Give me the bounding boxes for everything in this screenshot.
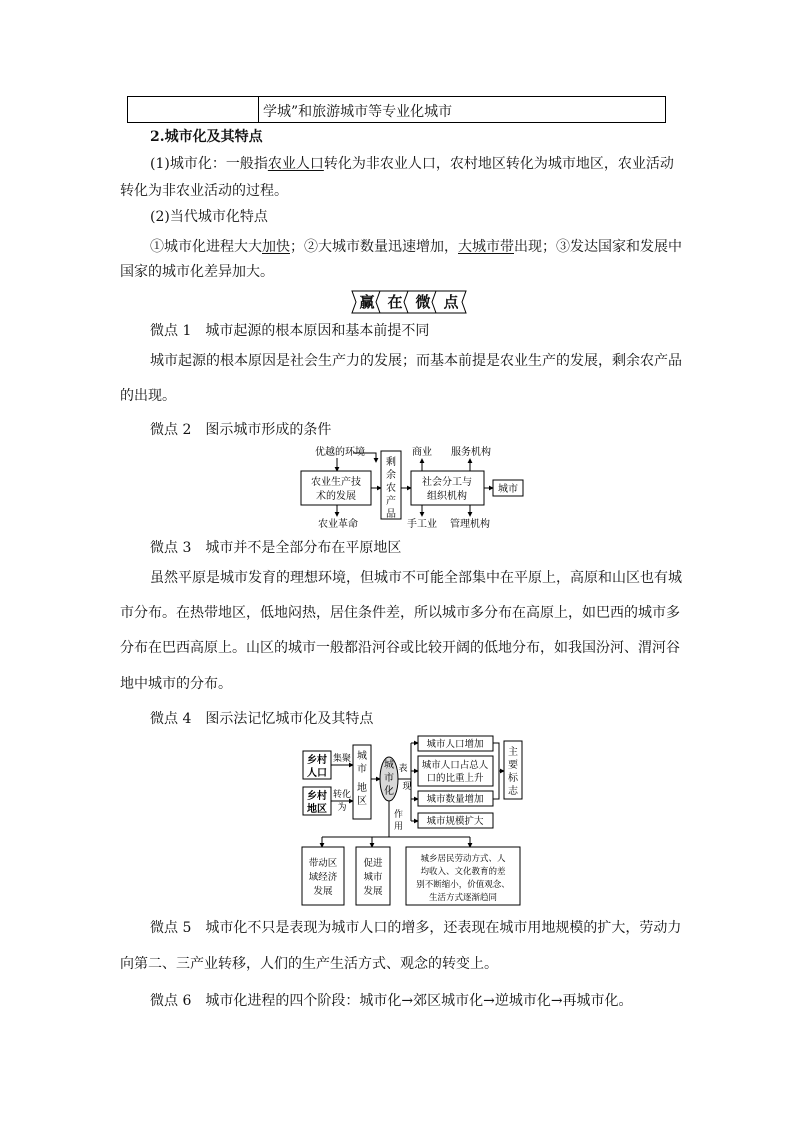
svg-text:表: 表 xyxy=(398,764,408,774)
paragraph-line: 转化为非农业活动的过程。 xyxy=(120,183,288,199)
svg-text:品: 品 xyxy=(386,509,396,520)
section-banner xyxy=(350,290,470,314)
paragraph-urbanization-def: (1)城市化：一般指农业人口转化为非农业人口，农村地区转化为城市地区，农业活动 xyxy=(150,156,674,172)
svg-text:城市人口增加: 城市人口增加 xyxy=(426,739,484,750)
label-commerce: 商业 xyxy=(412,447,432,458)
svg-text:城: 城 xyxy=(384,760,394,771)
weidian-6-text: 微点 6 城市化进程的四个阶段：城市化→郊区城市化→逆城市化→再城市化。 xyxy=(150,993,633,1009)
weidian-3-text: 虽然平原是城市发育的理想环境，但城市不可能全部集中在平原上，高原和山区也有城 xyxy=(150,570,682,586)
svg-text:城市数量增加: 城市数量增加 xyxy=(426,794,484,805)
banner-char: 赢 xyxy=(359,293,375,311)
svg-text:要: 要 xyxy=(508,760,518,771)
svg-text:标: 标 xyxy=(508,773,518,784)
svg-text:集聚: 集聚 xyxy=(332,754,352,764)
weidian-3-text: 分布在巴西高原上。山区的城市一般都沿河谷或比较开阔的低地分布，如我国汾河、渭河谷 xyxy=(120,640,680,656)
svg-text:余: 余 xyxy=(386,470,396,481)
svg-text:生活方式逐渐趋同: 生活方式逐渐趋同 xyxy=(428,893,498,903)
weidian-1-title: 微点 1 城市起源的根本原因和基本前提不同 xyxy=(150,323,430,339)
svg-text:农业生产技: 农业生产技 xyxy=(311,477,361,488)
paragraph-line: (2)当代城市化特点 xyxy=(150,209,268,225)
paragraph-features: ①城市化进程大大加快；②大城市数量迅速增加，大城市带出现；③发达国家和发展中 xyxy=(150,239,682,255)
svg-text:作: 作 xyxy=(394,810,404,820)
svg-text:城乡居民劳动方式、人: 城乡居民劳动方式、人 xyxy=(420,854,506,864)
svg-text:转化: 转化 xyxy=(332,790,352,800)
banner-char: 点 xyxy=(443,293,459,311)
svg-text:人口: 人口 xyxy=(307,768,327,779)
svg-text:地: 地 xyxy=(357,783,367,794)
table-cell-text: 学城”和旅游城市等专业化城市 xyxy=(263,104,453,120)
weidian-1-text: 的出现。 xyxy=(120,388,176,404)
banner-char: 在 xyxy=(387,293,403,311)
weidian-3-text: 市分布。在热带地区，低地闷热，居住条件差，所以城市多分布在高原上，如巴西的城市多 xyxy=(120,605,680,621)
svg-text:区: 区 xyxy=(357,796,367,807)
label-admin: 管理机构 xyxy=(450,519,490,530)
svg-text:为: 为 xyxy=(337,803,347,813)
table-row xyxy=(127,96,666,123)
svg-text:用: 用 xyxy=(394,822,404,832)
section-heading: 2.城市化及其特点 xyxy=(150,129,263,145)
svg-text:城: 城 xyxy=(357,751,367,762)
svg-text:市: 市 xyxy=(357,764,367,775)
svg-text:城市人口占总人: 城市人口占总人 xyxy=(421,760,489,771)
weidian-5-text: 微点 5 城市化不只是表现为城市人口的增多，还表现在城市用地规模的扩大，劳动力 xyxy=(150,920,682,936)
svg-text:城市规模扩大: 城市规模扩大 xyxy=(426,816,484,827)
svg-text:乡村: 乡村 xyxy=(307,791,327,802)
svg-text:社会分工与: 社会分工与 xyxy=(422,477,472,488)
weidian-1-text: 城市起源的根本原因是社会生产力的发展；而基本前提是农业生产的发展，剩余农产品 xyxy=(150,353,682,369)
svg-text:促进: 促进 xyxy=(363,858,383,869)
weidian-4-title: 微点 4 图示法记忆城市化及其特点 xyxy=(150,711,374,727)
svg-text:术的发展: 术的发展 xyxy=(316,491,356,502)
label-agri-revolution: 农业革命 xyxy=(318,519,358,530)
city-formation-diagram xyxy=(290,440,530,532)
svg-text:产: 产 xyxy=(386,496,396,507)
weidian-5-text: 向第二、三产业转移，人们的生产生活方式、观念的转变上。 xyxy=(120,956,498,972)
underlined-term: 大城市带 xyxy=(458,239,514,255)
label-environment: 优越的环境 xyxy=(315,447,365,458)
label-handicraft: 手工业 xyxy=(407,519,437,530)
paragraph-line: 国家的城市化差异加大。 xyxy=(120,264,274,280)
svg-text:域经济: 域经济 xyxy=(308,872,338,883)
svg-text:志: 志 xyxy=(508,786,518,797)
weidian-3-text: 地中城市的分布。 xyxy=(120,676,232,692)
svg-text:现: 现 xyxy=(402,782,412,792)
svg-text:发展: 发展 xyxy=(313,886,333,897)
banner-char: 微 xyxy=(415,293,431,311)
svg-text:市: 市 xyxy=(384,773,394,784)
weidian-2-title: 微点 2 图示城市形成的条件 xyxy=(150,422,332,438)
svg-text:发展: 发展 xyxy=(363,886,383,897)
table-cell-empty xyxy=(128,97,259,122)
underlined-term: 农业人口 xyxy=(267,156,324,172)
svg-text:化: 化 xyxy=(384,786,394,797)
svg-text:口的比重上升: 口的比重上升 xyxy=(426,773,484,784)
svg-text:地区: 地区 xyxy=(307,804,327,815)
svg-text:剩: 剩 xyxy=(386,457,396,468)
svg-text:带动区: 带动区 xyxy=(308,858,338,869)
svg-text:农: 农 xyxy=(386,483,396,494)
svg-text:城市: 城市 xyxy=(363,872,383,883)
svg-text:主: 主 xyxy=(508,747,518,758)
svg-text:均收入、文化教育的差: 均收入、文化教育的差 xyxy=(420,867,506,877)
svg-text:乡村: 乡村 xyxy=(307,755,327,766)
underlined-term: 加快 xyxy=(262,239,290,255)
label-service: 服务机构 xyxy=(451,447,491,458)
weidian-3-title: 微点 3 城市并不是全部分布在平原地区 xyxy=(150,540,402,556)
svg-text:城市: 城市 xyxy=(498,484,518,495)
urbanization-diagram xyxy=(298,733,534,908)
svg-text:组织机构: 组织机构 xyxy=(427,491,467,502)
svg-text:别不断缩小，价值观念、: 别不断缩小，价值观念、 xyxy=(416,880,510,890)
